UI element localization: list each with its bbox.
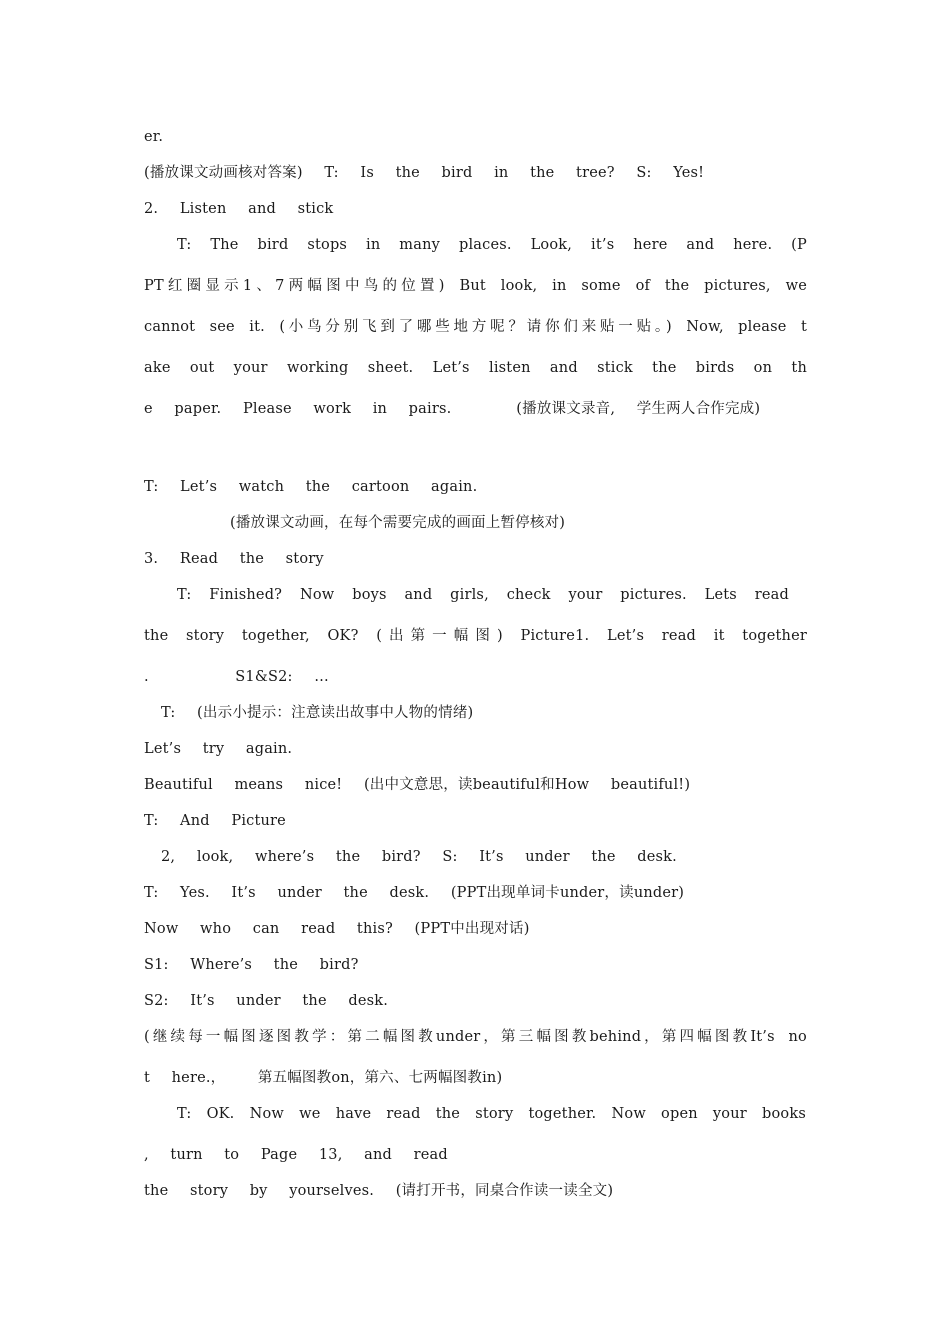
section-heading: 3. Read the story xyxy=(144,551,324,567)
text-line: t here.， 第五幅图教on，第六、七两幅图教in) xyxy=(144,1070,503,1086)
text-line: (播放课文动画核对答案) T: Is the bird in the tree? S: Yes! xyxy=(144,165,705,181)
text-line: cannot see it. (小鸟分别飞到了哪些地方呢？请你们来贴一贴。) Now, please t xyxy=(144,319,807,335)
text-line: T: And Picture xyxy=(144,813,286,829)
text-line: T: (出示小提示：注意读出故事中人物的情绪) xyxy=(161,705,474,721)
text-line: e paper. Please work in pairs. (播放课文录音, 学生两人合作完成) xyxy=(144,401,761,417)
text-line: T: Let’s watch the cartoon again. xyxy=(144,479,478,495)
text-line: the story by yourselves. (请打开书，同桌合作读一读全文) xyxy=(144,1183,614,1199)
text-line: (播放课文动画，在每个需要完成的画面上暂停核对) xyxy=(230,515,566,531)
text-line: Beautiful means nice! (出中文意思，读beautiful和How beautiful!) xyxy=(144,777,691,793)
text-line: PT红圈显示1、7两幅图中鸟的位置) But look, in some of the pictures, we xyxy=(144,278,807,294)
text-line: T: The bird stops in many places. Look, it’s here and here. (P xyxy=(177,237,807,253)
text-line: ake out your working sheet. Let’s listen and stick the birds on th xyxy=(144,360,807,376)
text-line: T: Finished? Now boys and girls, check your pictures. Lets read xyxy=(177,587,789,603)
text-line: Now who can read this? (PPT中出现对话) xyxy=(144,921,530,937)
section-heading: 2. Listen and stick xyxy=(144,201,334,217)
text-line: . S1&S2: … xyxy=(144,669,329,685)
text-line: er. xyxy=(144,129,164,145)
text-line: , turn to Page 13, and read xyxy=(144,1147,448,1163)
text-line: S2: It’s under the desk. xyxy=(144,993,389,1009)
text-line: (继续每一幅图逐图教学：第二幅图教under，第三幅图教behind，第四幅图教It’s no xyxy=(144,1029,807,1045)
text-line: the story together, OK? (出第一幅图) Picture1. Let’s read it together xyxy=(144,628,807,644)
text-line: Let’s try again. xyxy=(144,741,293,757)
text-line: S1: Where’s the bird? xyxy=(144,957,359,973)
text-line: 2, look, where’s the bird? S: It’s under the desk. xyxy=(161,849,677,865)
text-line: T: OK. Now we have read the story together. Now open your books xyxy=(177,1106,806,1122)
text-line: T: Yes. It’s under the desk. (PPT出现单词卡under，读under) xyxy=(144,885,685,901)
